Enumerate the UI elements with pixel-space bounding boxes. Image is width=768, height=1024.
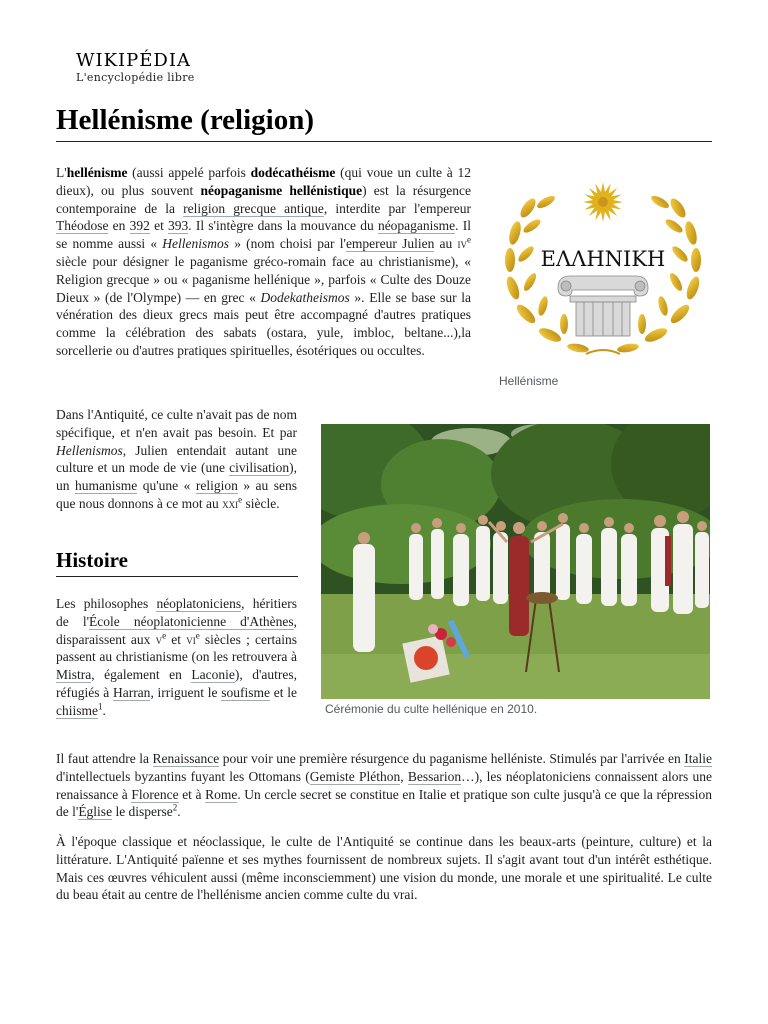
link-neopaganisme[interactable]: néopaganisme	[377, 218, 456, 234]
footnote-1[interactable]: 1	[98, 701, 103, 712]
hellenisme-emblem	[498, 178, 708, 362]
intro-paragraph: L'hellénisme (aussi appelé parfois dodécathéisme (qui voue un culte à 12 dieux), ou plus souvent néopaganisme hellénistique) est la résurgence contemporaine de la religion grecque antique, interdite par l'empereur Théodose en 392 et 393. Il s'intègre dans la mouvance du néopaganisme. Il se nomme aussi « Hellenismos » (nom choisi par l'empereur Julien au $iv^e$ siècle pour désigner le paganisme gréco-romain face au christianisme), « Religion grecque » ou « paganisme hellénique », parfois « Culte des Douze Dieux » (de l'Olympe) — en grec « Dodekatheismos ». Elle se base sur la vénération des dieux grecs mais peut être accompagné d'autres pratiques comme la célébration des sabats (ostara, yule, imbloc, beltane...),la sorcellerie ou d'autres pratiques spirituelles, ésotériques ou occultes.	[56, 165, 472, 358]
link-religion[interactable]: religion	[195, 478, 238, 494]
link-laconie[interactable]: Laconie	[191, 667, 235, 683]
link-empereur-julien[interactable]: empereur Julien	[345, 236, 435, 252]
ceremony-photo	[321, 424, 710, 699]
antiquity-paragraph: Dans l'Antiquité, ce culte n'avait pas de nom spécifique, et n'en avait pas besoin. Et par Hellenismos, Julien entendait autant une culture et un mode de vie (une civilisation), un humanisme qu'une « religion » au sens que nous donnons à ce mot au xxi$^e$ siècle.	[56, 407, 298, 511]
vergina-sun-icon	[583, 182, 623, 222]
footnote-2[interactable]: 2	[172, 802, 178, 813]
link-chiisme[interactable]: chiisme	[56, 702, 98, 718]
hellenisme-emblem-figure[interactable]	[498, 178, 708, 362]
history-paragraph-1: Les philosophes néoplatoniciens, héritiers de l'École néoplatonicienne d'Athènes, disparaissent aux $v^e$ et $vi^e$ siècles ; certains passent au christianisme (on les retrouvera à Mistra, également en Laconie), d'autres, réfugiés à Harran, irriguent le soufisme et le chiisme$^1$.	[56, 596, 298, 718]
link-renaissance[interactable]: Renaissance	[152, 751, 220, 766]
link-mistra[interactable]: Mistra	[56, 667, 92, 683]
emblem-caption: Hellénisme	[499, 374, 559, 388]
photo-caption: Cérémonie du culte hellénique en 2010.	[325, 702, 538, 716]
link-florence[interactable]: Florence	[131, 786, 179, 802]
history-paragraph-3: À l'époque classique et néoclassique, le culte de l'Antiquité se continue dans les beaux-arts (peinture, culture) et la littérature. L'Antiquité païenne et ses mythes fournissent de nombreux sujets. Il s'agit avant tout d'un intérêt esthétique. Mais ces œuvres véhiculent aussi (même inconsciemment) une vision du monde, une morale et une spiritualité. Le culte du beau était au centre de l'hellénisme ancien comme culte du vrai.	[56, 834, 712, 903]
link-theodose[interactable]: Théodose	[56, 218, 109, 234]
logo-tagline: L'encyclopédie libre	[76, 71, 195, 84]
logo-wordmark: WIKIPÉDIA	[76, 50, 191, 71]
link-bessarion[interactable]: Bessarion	[407, 768, 462, 784]
link-393[interactable]: 393	[168, 218, 189, 234]
link-eglise[interactable]: Église	[78, 804, 113, 820]
link-religion-grecque-antique[interactable]: religion grecque antique	[183, 200, 324, 216]
wikipedia-logo[interactable]	[76, 50, 206, 84]
link-soufisme[interactable]: soufisme	[221, 684, 271, 700]
link-neoplatoniciens[interactable]: néoplatoniciens	[156, 596, 242, 611]
page-title: Hellénisme (religion)	[56, 104, 712, 142]
history-paragraph-2: Il faut attendre la Renaissance pour voir une première résurgence du paganisme helléniste. Stimulés par l'arrivée en Italie d'intellectuels byzantins fuyant les Ottomans (Gemiste Pléthon, Bessarion…), les néoplatoniciens connaissent alors une renaissance à Florence et à Rome. Un cercle secret se constitue en Italie et pratique son culte jusqu'à ce que la répression de l'Église le disperse$^2$.	[56, 751, 713, 820]
link-rome[interactable]: Rome	[205, 786, 238, 802]
link-harran[interactable]: Harran	[112, 684, 151, 700]
link-392[interactable]: 392	[129, 218, 150, 234]
link-gemiste-plethon[interactable]: Gemiste Pléthon	[309, 768, 401, 784]
section-heading-histoire: Histoire	[56, 548, 298, 577]
ionic-column-icon	[558, 276, 648, 336]
ceremony-photo-figure[interactable]	[321, 424, 710, 699]
link-ecole-neoplatonicienne[interactable]: École néoplatonicienne d'Athènes	[89, 613, 294, 629]
link-italie[interactable]: Italie	[684, 751, 712, 766]
link-humanisme[interactable]: humanisme	[74, 478, 138, 494]
emblem-text: ΕΛΛΗΝΙΚΗ	[540, 247, 666, 271]
link-civilisation[interactable]: civilisation	[229, 460, 290, 476]
